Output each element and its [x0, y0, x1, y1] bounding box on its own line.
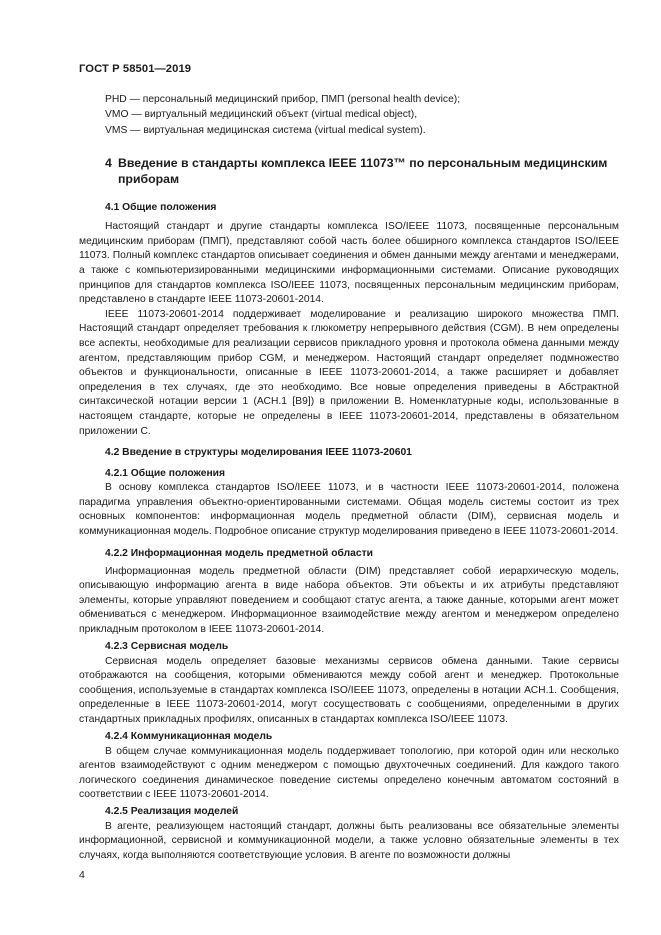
- section-4-2-1-heading: 4.2.1 Общие положения: [105, 468, 225, 480]
- section-4-2-2-paragraph: Информационная модель предметной области (DIM) представляет собой иерархическую модель, описывающую информацию агента в виде набора объектов. Эти объекты и их атрибуты представляют элементы, которые управляют поведением и сообщают статус агента, а также данные, которыми агент может обмениваться с менеджером. Информационное взаимодействие между агентом и менеджером определено прикладным протоколом в IEEE 11073-20601-2014.: [79, 565, 619, 635]
- section-4-2-heading: 4.2 Введение в структуры моделирования IEEE 11073-20601: [105, 447, 412, 459]
- page-number: 4: [79, 869, 85, 881]
- section-4-number: 4: [105, 155, 112, 170]
- section-4-heading: [79, 155, 619, 187]
- section-4-2-4-heading: 4.2.4 Коммуникационная модель: [105, 730, 273, 742]
- abbreviation-item: VMS — виртуальная медицинская система (virtual medical system).: [105, 124, 426, 136]
- section-4-2-3-heading: 4.2.3 Сервисная модель: [105, 640, 229, 652]
- section-4-title: Введение в стандарты комплекса IEEE 11073™ по персональным медицинским приборам: [118, 155, 608, 187]
- section-4-2-2-heading: 4.2.2 Информационная модель предметной области: [105, 547, 374, 559]
- abbreviation-item: PHD — персональный медицинский прибор, ПМП (personal health device);: [105, 94, 461, 105]
- section-4-2-5-paragraph: В агенте, реализующем настоящий стандарт, должны быть реализованы все обязательные элементы информационной, сервисной и коммуникационной модели, а также условно обязательные элементы в тех случаях, когда выполняются соответствующие условия. В агенте по возможности должны: [79, 820, 619, 862]
- section-4-1-paragraph-2: IEEE 11073-20601-2014 поддерживает моделирование и реализацию широкого множества ПМП. Настоящий стандарт определяет требования к глюкометру непрерывного действия (CGM). В нем определены все аспекты, необходимые для реализации сервисов прикладного уровня и протокола обмена данными между агентом, представляющим прибор CGM, и менеджером. Настоящий стандарт определяет подмножество объектов и функциональности, описанные в IEEE 11073-20601-2014, а также расширяет и добавляет определения в тех случаях, где это необходимо. Все новые определения приведены в Абстрактной синтаксической нотации версии 1 (АСН.1 [B9]) в приложении B. Номенклатурные коды, использованные в настоящем стандарте, которые не определены в IEEE 11073-20601-2014, представлены в обязательном приложении C.: [79, 308, 619, 437]
- section-4-2-5-heading: 4.2.5 Реализация моделей: [105, 805, 239, 817]
- document-header: ГОСТ Р 58501—2019: [79, 63, 192, 75]
- section-4-1-paragraph-1: Настоящий стандарт и другие стандарты комплекса ISO/IEEE 11073, посвященные персональным медицинским приборам (ПМП), представляют собой часть более обширного комплекса стандартов ISO/IEEE 11073. Полный комплекс стандартов описывает соединения и обмен данными между агентами и менеджерами, а также с компьютеризированными медицинскими информационными системами. Описание руководящих принципов для стандартов комплекса ISO/IEEE 11073, посвященных персональным медицинским приборам, представлено в стандарте IEEE 11073-20601-2014.: [79, 221, 619, 306]
- document-body: [79, 92, 619, 864]
- abbreviation-item: VMO — виртуальный медицинский объект (virtual medical object),: [105, 109, 418, 121]
- section-4-2-1-paragraph: В основу комплекса стандартов ISO/IEEE 11073, и в частности IEEE 11073-20601-2014, положена парадигма управления объектно-ориентированными системами. Общая модель системы состоит из трех основных компонентов: информационная модель предметной области (DIM), сервисная модель и коммуникационная модель. Подробное описание структур моделирования приведено в IEEE 11073-20601-2014.: [79, 482, 619, 537]
- section-4-2-4-paragraph: В общем случае коммуникационная модель поддерживает топологию, при которой один или несколько агентов взаимодействуют с одним менеджером с помощью двухточечных соединений. Для каждого такого логического соединения динамическое поведение системы определено конечным автоматом состояний в соответствии с IEEE 11073-20601-2014.: [79, 745, 619, 801]
- section-4-1-heading: 4.1 Общие положения: [105, 202, 217, 214]
- abbreviation-list: [79, 92, 619, 138]
- section-4-2-3-paragraph: Сервисная модель определяет базовые механизмы сервисов обмена данными. Такие сервисы отображаются на сообщения, которыми обмениваются между собой агент и менеджер. Протокольные сообщения, используемые в стандартах комплекса ISO/IEEE 11073, определены в нотации АСН.1. Сообщения, определенные в IEEE 11073-20601-2014, могут сосуществовать с сообщениями, определенными в других стандартных прикладных профилях, описанных в стандартах комплекса ISO/IEEE 11073.: [79, 655, 619, 725]
